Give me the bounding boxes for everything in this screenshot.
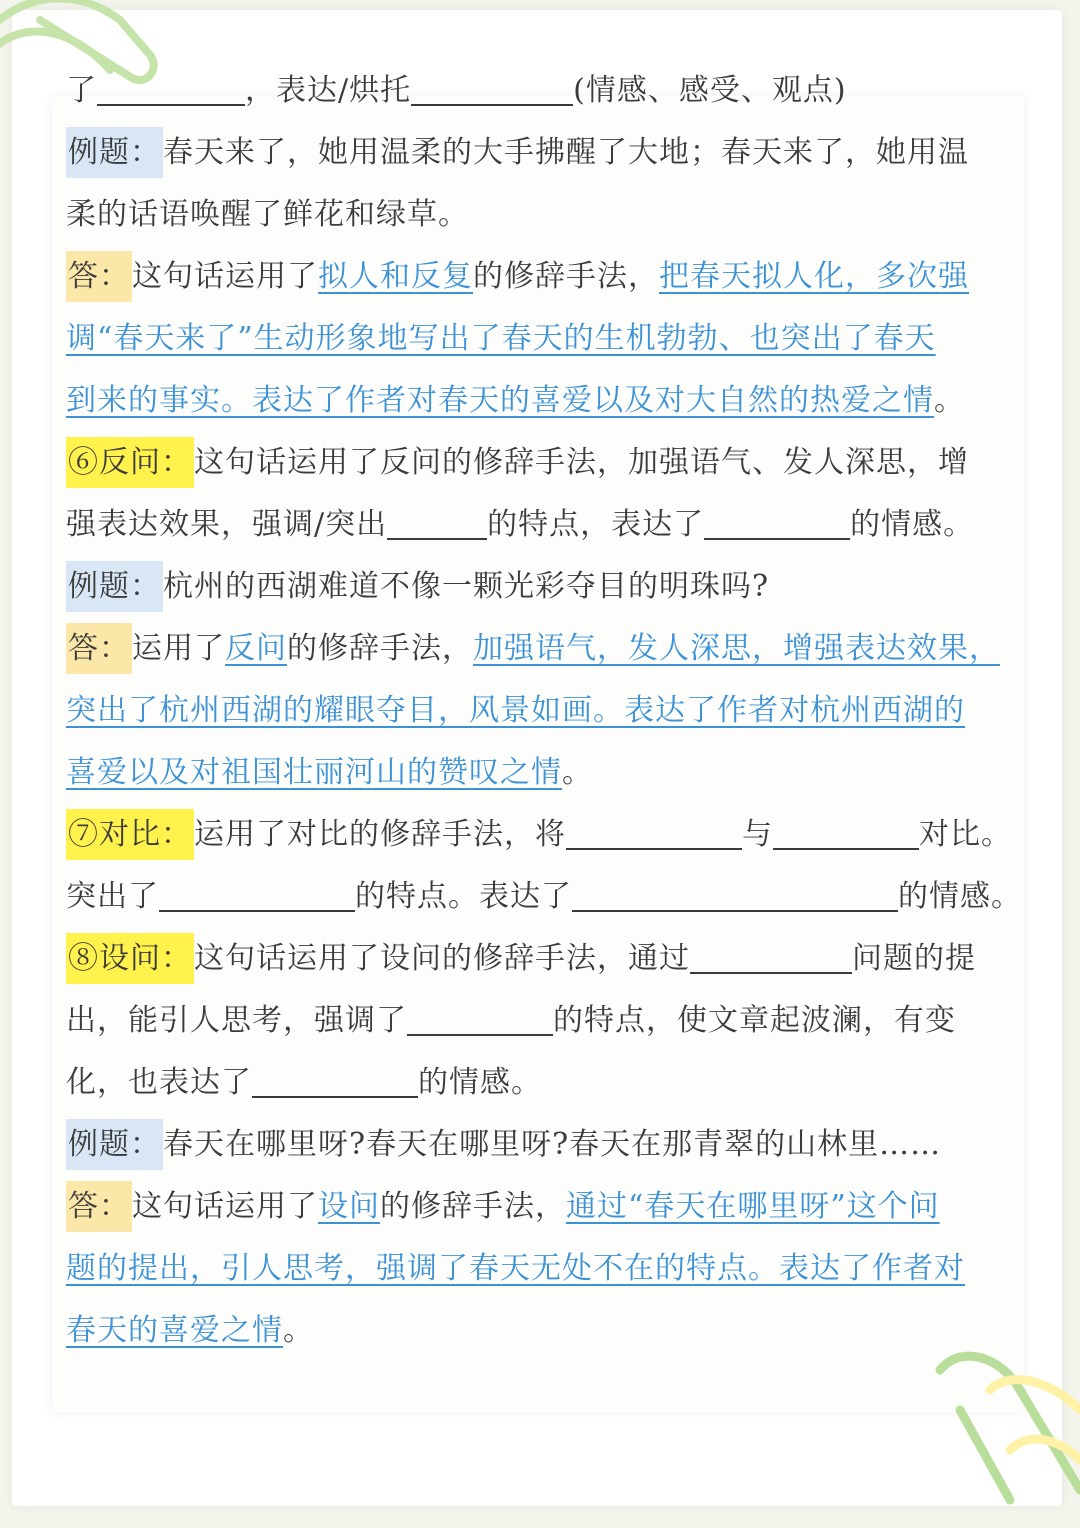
answer-label: 答： xyxy=(66,623,132,674)
blank xyxy=(411,64,573,106)
line-19 xyxy=(66,1176,1036,1238)
line-9 xyxy=(66,556,1036,618)
section-label-rhetorical-question: ⑥反问： xyxy=(66,437,194,488)
example-text: 柔的话语唤醒了鲜花和绿草。 xyxy=(66,197,469,232)
answer-text: 加强语气，发人深思，增强表达效果， xyxy=(473,631,1000,666)
text: 突出了 xyxy=(66,879,159,914)
text: 这句话运用了 xyxy=(132,259,318,294)
line-14 xyxy=(66,866,1036,928)
text: 出，能引人思考，强调了 xyxy=(66,1003,407,1038)
text: 与 xyxy=(742,817,773,852)
text: 的特点。表达了 xyxy=(355,879,572,914)
blank xyxy=(690,932,852,974)
line-18 xyxy=(66,1114,1036,1176)
text: 的修辞手法， xyxy=(473,259,659,294)
answer-text: 突出了杭州西湖的耀眼夺目，风景如画。表达了作者对杭州西湖的 xyxy=(66,693,965,728)
text: 。 xyxy=(283,1313,314,1348)
text: 这句话运用了反问的修辞手法，加强语气、发人深思，增 xyxy=(194,445,969,480)
blank xyxy=(566,808,742,850)
line-1 xyxy=(66,60,1036,122)
blank xyxy=(159,870,355,912)
example-label: 例题： xyxy=(66,1119,163,1170)
text: 对比。 xyxy=(919,817,1012,852)
blank xyxy=(97,64,245,106)
line-4 xyxy=(66,246,1036,308)
answer-text: 把春天拟人化，多次强 xyxy=(659,259,969,294)
line-16 xyxy=(66,990,1036,1052)
section-label-contrast: ⑦对比： xyxy=(66,809,194,860)
blank xyxy=(704,498,850,540)
text: 运用了对比的修辞手法，将 xyxy=(194,817,566,852)
line-15 xyxy=(66,928,1036,990)
text: (情感、感受、观点) xyxy=(573,73,847,108)
example-text: 春天在哪里呀?春天在哪里呀?春天在那青翠的山林里…… xyxy=(163,1127,942,1162)
line-2 xyxy=(66,122,1036,184)
text: 的情感。 xyxy=(418,1065,542,1100)
answer-label: 答： xyxy=(66,1181,132,1232)
line-7 xyxy=(66,432,1036,494)
example-text: 春天来了，她用温柔的大手拂醒了大地；春天来了，她用温 xyxy=(163,135,969,170)
text: 。 xyxy=(562,755,593,790)
line-13 xyxy=(66,804,1036,866)
answer-text: 通过“春天在哪里呀”这个问 xyxy=(566,1189,940,1224)
line-8 xyxy=(66,494,1036,556)
example-text: 杭州的西湖难道不像一颗光彩夺目的明珠吗? xyxy=(163,569,770,604)
answer-text: 春天的喜爱之情 xyxy=(66,1313,283,1348)
text: 的特点，使文章起波澜，有变 xyxy=(553,1003,956,1038)
line-17 xyxy=(66,1052,1036,1114)
answer-text: 拟人和反复 xyxy=(318,259,473,294)
text: 了 xyxy=(66,73,97,108)
section-label-hypophora: ⑧设问： xyxy=(66,933,194,984)
answer-text: 喜爱以及对祖国壮丽河山的赞叹之情 xyxy=(66,755,562,790)
line-3 xyxy=(66,184,1036,246)
text: 。 xyxy=(934,383,965,418)
text: 化，也表达了 xyxy=(66,1065,252,1100)
text: 的情感。 xyxy=(850,507,975,542)
line-10 xyxy=(66,618,1036,680)
blank xyxy=(572,870,898,912)
answer-text: 题的提出，引人思考，强调了春天无处不在的特点。表达了作者对 xyxy=(66,1251,965,1286)
text: 强表达效果，强调/突出 xyxy=(66,507,388,542)
blank xyxy=(252,1056,418,1098)
answer-text: 反问 xyxy=(225,631,287,666)
text: 的修辞手法， xyxy=(287,631,473,666)
text: 这句话运用了设问的修辞手法，通过 xyxy=(194,941,690,976)
line-20 xyxy=(66,1238,1036,1300)
notes-content xyxy=(66,60,1036,1362)
line-11 xyxy=(66,680,1036,742)
text: ，表达/烘托 xyxy=(245,73,412,108)
text: 的修辞手法， xyxy=(380,1189,566,1224)
answer-text: 设问 xyxy=(318,1189,380,1224)
line-21 xyxy=(66,1300,1036,1362)
blank xyxy=(407,994,553,1036)
example-label: 例题： xyxy=(66,561,163,612)
line-6 xyxy=(66,370,1036,432)
line-12 xyxy=(66,742,1036,804)
text: 运用了 xyxy=(132,631,225,666)
answer-text: 调“春天来了”生动形象地写出了春天的生机勃勃、也突出了春天 xyxy=(66,321,936,356)
text: 的特点，表达了 xyxy=(487,507,705,542)
answer-text: 到来的事实。表达了作者对春天的喜爱以及对大自然的热爱之情 xyxy=(66,383,934,418)
text: 这句话运用了 xyxy=(132,1189,318,1224)
paperclip-bottom-right-icon xyxy=(930,1350,1080,1528)
line-5 xyxy=(66,308,1036,370)
text: 的情感。 xyxy=(898,879,1022,914)
answer-label: 答： xyxy=(66,251,132,302)
example-label: 例题： xyxy=(66,127,163,178)
text: 问题的提 xyxy=(852,941,976,976)
blank xyxy=(773,808,919,850)
blank xyxy=(387,498,487,540)
